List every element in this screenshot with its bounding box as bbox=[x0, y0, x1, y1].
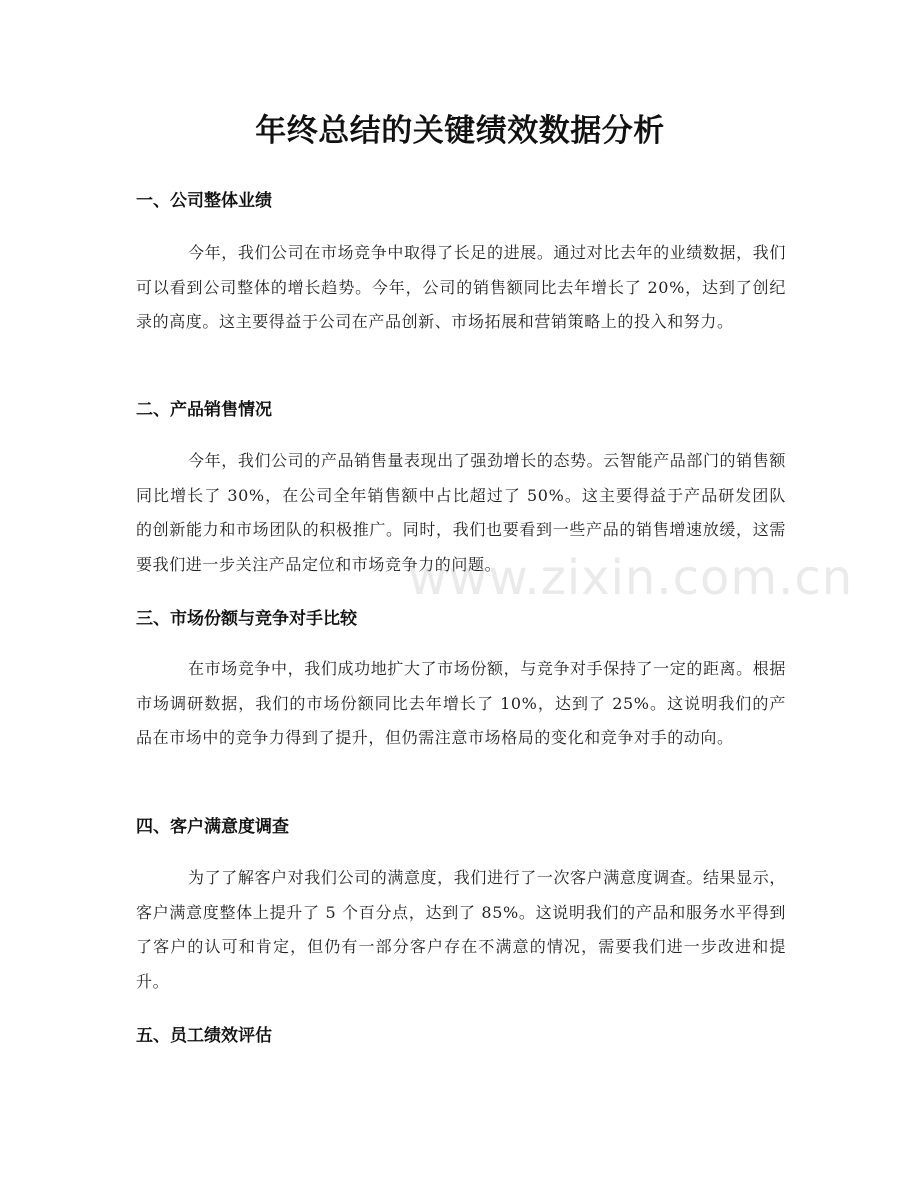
section-body-company-performance: 今年，我们公司在市场竞争中取得了长足的进展。通过对比去年的业绩数据，我们可以看到公司整体的增长趋势。今年，公司的销售额同比去年增长了 20%，达到了创纪录的高度。这主要得益于公司在产品创新、市场拓展和营销策略上的投入和努力。 bbox=[136, 243, 786, 332]
section-heading-market-share: 三、市场份额与竞争对手比较 bbox=[136, 609, 357, 629]
section-heading-company-performance: 一、公司整体业绩 bbox=[136, 191, 272, 211]
section-heading-product-sales: 二、产品销售情况 bbox=[136, 400, 272, 420]
section-heading-customer-satisfaction: 四、客户满意度调查 bbox=[136, 817, 289, 837]
section-body-market-share: 在市场竞争中，我们成功地扩大了市场份额，与竞争对手保持了一定的距离。根据市场调研数据，我们的市场份额同比去年增长了 10%，达到了 25%。这说明我们的产品在市场中的竞争力得到了提升，但仍需注意市场格局的变化和竞争对手的动向。 bbox=[136, 659, 786, 748]
section-heading-employee-evaluation: 五、员工绩效评估 bbox=[136, 1026, 272, 1046]
section-body-product-sales: 今年，我们公司的产品销售量表现出了强劲增长的态势。云智能产品部门的销售额同比增长了 30%，在公司全年销售额中占比超过了 50%。这主要得益于产品研发团队的创新能力和市场团队的积极推广。同时，我们也要看到一些产品的销售增速放缓，这需要我们进一步关注产品定位和市场竞争力的问题。 bbox=[136, 451, 786, 574]
watermark: www.zixin.com.cn bbox=[408, 550, 854, 606]
section-body-customer-satisfaction: 为了了解客户对我们公司的满意度，我们进行了一次客户满意度调查。结果显示，客户满意度整体上提升了 5 个百分点，达到了 85%。这说明我们的产品和服务水平得到了客户的认可和肯定，但仍有一部分客户存在不满意的情况，需要我们进一步改进和提升。 bbox=[136, 868, 786, 991]
document-title: 年终总结的关键绩效数据分析 bbox=[255, 113, 665, 149]
